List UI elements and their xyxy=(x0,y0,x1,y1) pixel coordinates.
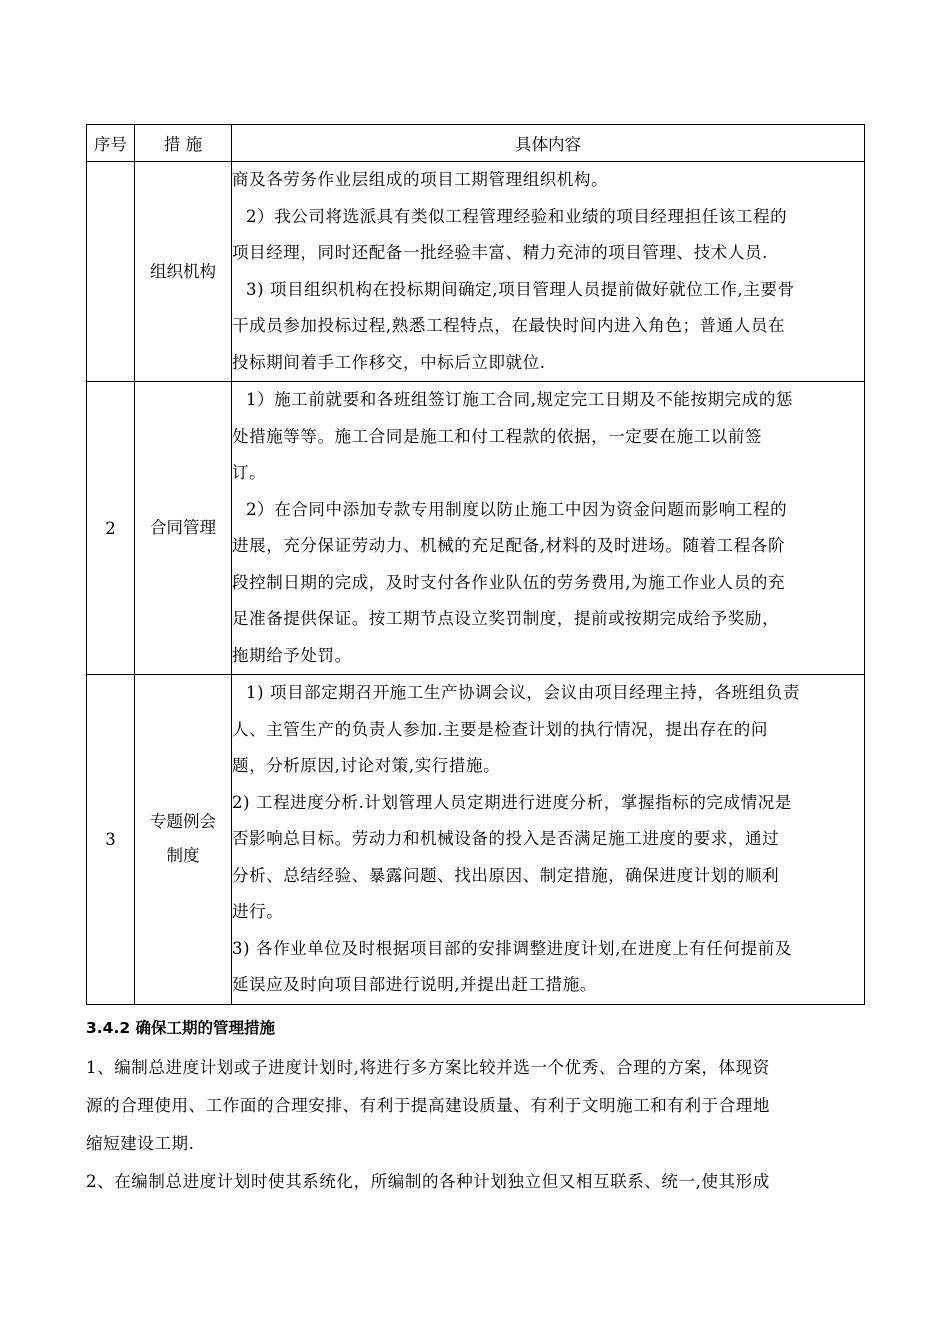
content-line: 否影响总目标。劳动力和机械设备的投入是否满足施工进度的要求，通过 xyxy=(232,829,780,848)
row-content xyxy=(232,675,865,1005)
header-number: 序号 xyxy=(87,125,135,162)
table-row xyxy=(87,675,865,1005)
row-measure: 组织机构 xyxy=(135,162,232,382)
content-line: 人、主管生产的负责人参加.主要是检查计划的执行情况，提出存在的问 xyxy=(232,719,768,739)
content-line: 2）我公司将选派具有类似工程管理经验和业绩的项目经理担任该工程的 xyxy=(246,206,788,226)
content-line: 足准备提供保证。按工期节点设立奖罚制度，提前或按期完成给予奖励， xyxy=(232,609,780,628)
row-measure-line: 制度 xyxy=(166,846,200,866)
table-row xyxy=(87,382,865,675)
content-line: 投标期间着手工作移交，中标后立即就位. xyxy=(232,352,546,372)
content-line: 进行。 xyxy=(232,902,284,921)
content-line: 项目经理，同时还配备一批经验丰富、精力充沛的项目管理、技术人员. xyxy=(232,243,768,262)
row-content xyxy=(232,382,865,675)
table-row xyxy=(87,162,865,382)
header-content: 具体内容 xyxy=(232,125,865,162)
content-line: 干成员参加投标过程,熟悉工程特点，在最快时间内进入角色；普通人员在 xyxy=(232,316,786,335)
content-line: 2) 工程进度分析.计划管理人员定期进行进度分析，掌握指标的完成情况是 xyxy=(232,792,792,812)
content-line: 3) 各作业单位及时根据项目部的安排调整进度计划,在进度上有任何提前及 xyxy=(232,938,792,958)
row-number: 2 xyxy=(87,382,135,675)
content-line: 2）在合同中添加专款专用制度以防止施工中因为资金问题而影响工程的 xyxy=(246,499,788,519)
schedule-measures-table xyxy=(86,124,865,1005)
content-line: 拖期给予处罚。 xyxy=(232,645,352,665)
paragraph-line: 1、编制总进度计划或子进度计划时,将进行多方案比较并选一个优秀、合理的方案，体现资 xyxy=(86,1058,770,1077)
header-measure: 措 施 xyxy=(135,125,232,162)
content-line: 1) 项目部定期召开施工生产协调会议，会议由项目经理主持，各班组负责 xyxy=(246,683,801,702)
content-line: 1）施工前就要和各班组签订施工合同,规定完工日期及不能按期完成的惩 xyxy=(246,390,794,409)
row-measure: 合同管理 xyxy=(135,382,232,675)
row-content xyxy=(232,162,865,382)
section-heading: 3.4.2 确保工期的管理措施 xyxy=(86,1019,276,1037)
row-measure xyxy=(135,675,232,1005)
row-number xyxy=(87,162,135,382)
paragraph-line: 2、在编制总进度计划时使其系统化，所编制的各种计划独立但又相互联系、统一,使其形成 xyxy=(86,1172,770,1191)
content-line: 订。 xyxy=(232,463,267,482)
row-measure-line: 专题例会 xyxy=(150,812,216,832)
row-number: 3 xyxy=(87,675,135,1005)
content-line: 延误应及时向项目部进行说明,并提出赶工措施。 xyxy=(232,975,597,994)
content-line: 商及各劳务作业层组成的项目工期管理组织机构。 xyxy=(232,170,609,189)
content-line: 处措施等等。施工合同是施工和付工程款的依据，一定要在施工以前签 xyxy=(232,426,763,446)
paragraph-line: 源的合理使用、工作面的合理安排、有利于提高建设质量、有利于文明施工和有利于合理地 xyxy=(86,1096,770,1115)
paragraph-line: 缩短建设工期. xyxy=(86,1134,195,1153)
table-header-row xyxy=(87,125,865,162)
content-line: 分析、总结经验、暴露问题、找出原因、制定措施，确保进度计划的顺利 xyxy=(232,865,780,885)
content-line: 段控制日期的完成，及时支付各作业队伍的劳务费用,为施工作业人员的充 xyxy=(232,572,786,592)
content-line: 进展，充分保证劳动力、机械的充足配备,材料的及时进场。随着工程各阶 xyxy=(232,536,786,555)
content-line: 3) 项目组织机构在投标期间确定,项目管理人员提前做好就位工作,主要骨 xyxy=(246,279,795,299)
content-line: 题，分析原因,讨论对策,实行措施。 xyxy=(232,756,501,775)
